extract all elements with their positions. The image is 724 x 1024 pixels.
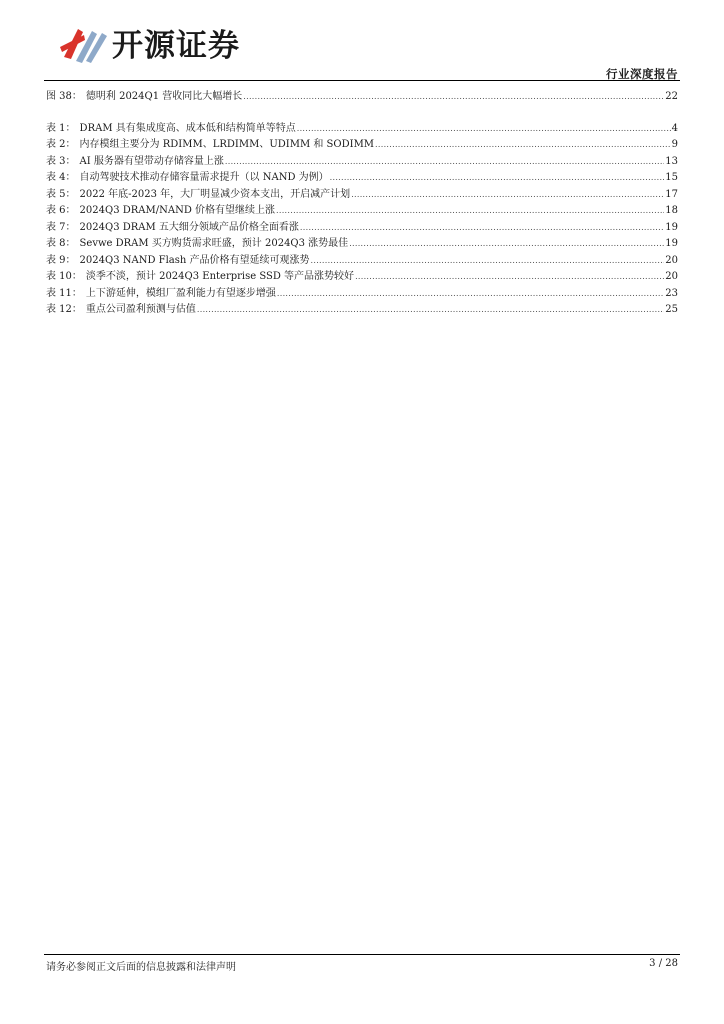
- table-entry[interactable]: [46, 253, 678, 270]
- toc-leader-dots: [300, 220, 664, 237]
- table-entry[interactable]: [46, 121, 678, 138]
- toc-leader-dots: [349, 236, 664, 253]
- toc-entry-title: 2024Q3 DRAM 五大细分领域产品价格全面看涨: [79, 221, 299, 233]
- toc-entry-page: 9: [671, 139, 678, 150]
- toc-entry-number: 图 38：: [46, 91, 82, 102]
- toc-entry-page: 20: [665, 271, 678, 282]
- toc-entry-number: 表 1：: [46, 122, 76, 134]
- toc-entry-page: 13: [665, 155, 678, 167]
- toc-entry-title: 2024Q3 DRAM/NAND 价格有望继续上涨: [79, 205, 276, 216]
- toc-entry-label: [46, 253, 310, 270]
- toc-entry-number: 表 9：: [46, 254, 76, 266]
- toc-entry-label: [46, 269, 354, 286]
- table-entry[interactable]: [46, 187, 678, 204]
- toc-entry-label: [46, 220, 299, 237]
- header-divider: [44, 80, 680, 81]
- toc-entry-page: 25: [665, 304, 678, 315]
- toc-entry-title: 上下游延伸，模组厂盈利能力有望逐步增强: [85, 287, 276, 299]
- table-entry[interactable]: [46, 137, 678, 154]
- table-entry[interactable]: [46, 286, 678, 303]
- toc-entry-label: [46, 302, 196, 319]
- toc-entry-number: 表 2：: [46, 139, 76, 150]
- toc-leader-dots: [276, 203, 664, 220]
- toc-entry-number: 表 5：: [46, 188, 76, 200]
- toc-entry-number: 表 11：: [46, 287, 82, 299]
- toc-entry-label: [46, 236, 348, 253]
- figure-entry[interactable]: [46, 89, 678, 106]
- toc-leader-dots: [197, 302, 664, 319]
- table-entry[interactable]: [46, 154, 678, 171]
- toc-entry-number: 表 7：: [46, 221, 76, 233]
- toc-leader-dots: [355, 269, 664, 286]
- toc-leader-dots: [311, 253, 665, 270]
- toc-entry-page: 4: [671, 122, 678, 134]
- toc-entry-label: [46, 121, 296, 138]
- toc-entry-label: [46, 170, 329, 187]
- toc-entry-title: AI 服务器有望带动存储容量上涨: [79, 155, 224, 167]
- footer-divider: [44, 954, 680, 955]
- toc-entry-title: 淡季不淡，预计 2024Q3 Enterprise SSD 等产品涨势较好: [85, 271, 355, 282]
- table-entry[interactable]: [46, 269, 678, 286]
- toc-leader-dots: [277, 286, 664, 303]
- toc-entry-page: 22: [665, 91, 678, 102]
- toc-entry-page: 20: [665, 254, 678, 266]
- toc-entry-label: [46, 154, 224, 171]
- table-entry[interactable]: [46, 203, 678, 220]
- toc-leader-dots: [330, 170, 665, 187]
- toc-entry-label: [46, 187, 350, 204]
- toc-entry-title: 2024Q3 NAND Flash 产品价格有望延续可观涨势: [79, 254, 310, 266]
- toc-entry-title: DRAM 具有集成度高、成本低和结构简单等特点: [79, 122, 296, 134]
- toc-entry-number: 表 8：: [46, 238, 76, 249]
- toc-entry-label: [46, 286, 276, 303]
- toc-entry-title: Sevwe DRAM 买方购货需求旺盛，预计 2024Q3 涨势最佳: [79, 238, 349, 249]
- footer-disclaimer: 请务必参阅正文后面的信息披露和法律声明: [46, 962, 236, 973]
- toc-entry-title: 2022 年底-2023 年，大厂明显减少资本支出，开启减产计划: [79, 188, 351, 200]
- toc-entry-page: 15: [665, 172, 678, 183]
- toc-leader-dots: [243, 89, 664, 106]
- toc-entry-page: 17: [665, 188, 678, 200]
- table-entry[interactable]: [46, 236, 678, 253]
- table-of-contents: [46, 89, 678, 319]
- toc-entry-label: [46, 203, 275, 220]
- toc-entry-number: 表 10：: [46, 271, 82, 282]
- company-logo: [58, 20, 240, 65]
- toc-entry-number: 表 12：: [46, 304, 82, 315]
- figure-list: [46, 89, 678, 106]
- table-entry[interactable]: [46, 220, 678, 237]
- table-entry[interactable]: [46, 170, 678, 187]
- toc-leader-dots: [351, 187, 664, 204]
- table-entry[interactable]: [46, 302, 678, 319]
- table-list: [46, 121, 678, 319]
- toc-entry-page: 23: [665, 287, 678, 299]
- toc-entry-number: 表 3：: [46, 155, 76, 167]
- toc-entry-page: 19: [665, 221, 678, 233]
- toc-entry-title: 自动驾驶技术推动存储容量需求提升（以 NAND 为例）: [79, 172, 329, 183]
- section-gap: [46, 106, 678, 121]
- toc-entry-title: 德明利 2024Q1 营收同比大幅增长: [85, 91, 243, 102]
- toc-leader-dots: [297, 121, 671, 138]
- brand-name: 开源证券: [112, 28, 240, 64]
- toc-entry-page: 19: [665, 238, 678, 249]
- toc-leader-dots: [375, 137, 671, 154]
- toc-entry-number: 表 6：: [46, 205, 76, 216]
- report-type-label: 行业深度报告: [606, 67, 678, 81]
- toc-entry-title: 重点公司盈利预测与估值: [85, 304, 196, 315]
- toc-entry-label: [46, 89, 242, 106]
- toc-entry-title: 内存模组主要分为 RDIMM、LRDIMM、UDIMM 和 SODIMM: [79, 139, 375, 150]
- toc-entry-label: [46, 137, 374, 154]
- logo-mark-icon: [58, 21, 110, 65]
- toc-entry-number: 表 4：: [46, 172, 76, 183]
- toc-leader-dots: [225, 154, 664, 171]
- page-indicator: 3 / 28: [649, 958, 678, 969]
- toc-entry-page: 18: [665, 205, 678, 216]
